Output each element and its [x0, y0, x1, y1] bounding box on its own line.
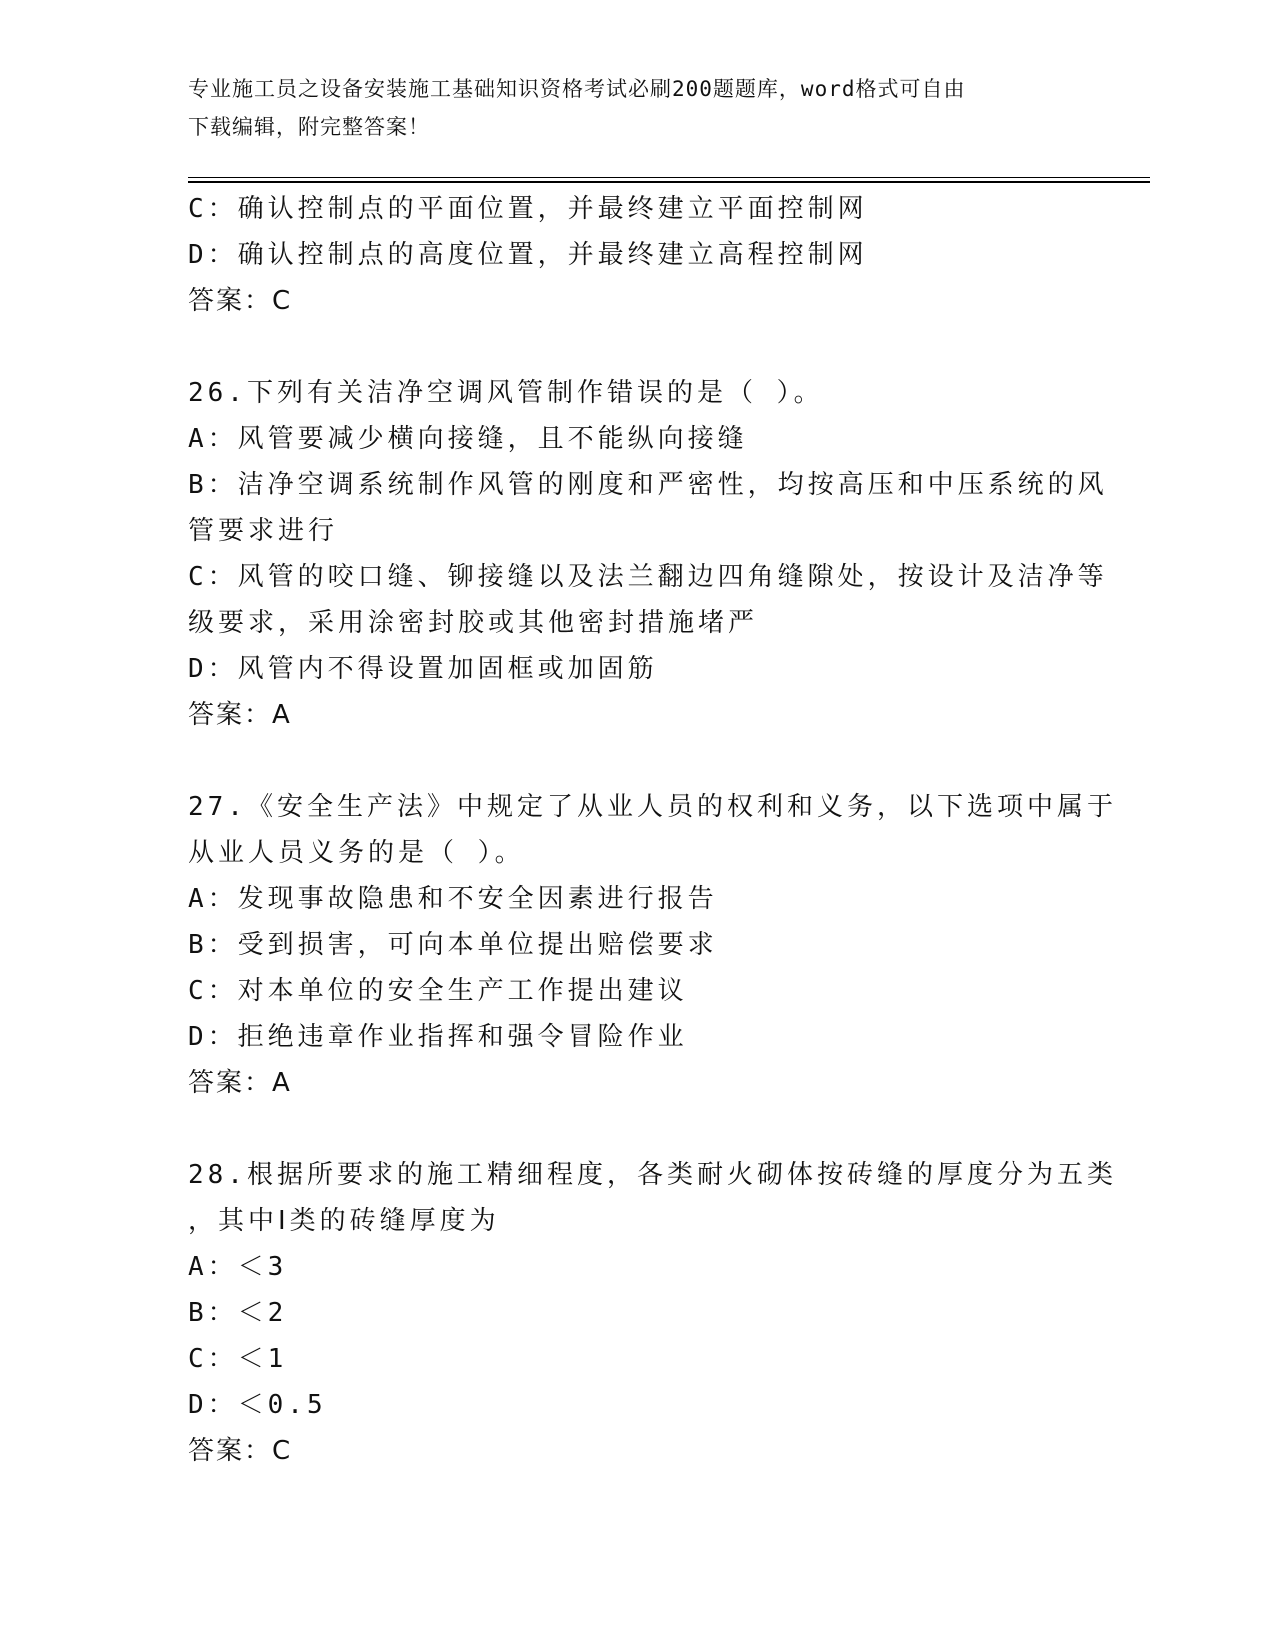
option-d: D：风管内不得设置加固框或加固筋: [188, 654, 658, 684]
option-d: D：＜0.5: [188, 1390, 327, 1420]
option-b-line-1: B：洁净空调系统制作风管的刚度和严密性，均按高压和中压系统的风: [188, 470, 1108, 500]
option-b: B：＜2: [188, 1298, 288, 1328]
document-header: [188, 70, 1068, 146]
option-d: D：拒绝违章作业指挥和强令冒险作业: [188, 1022, 688, 1052]
question-stem-line-1: 27.《安全生产法》中规定了从业人员的权利和义务，以下选项中属于: [188, 792, 1117, 822]
option-c: C：对本单位的安全生产工作提出建议: [188, 976, 688, 1006]
option-d: D：确认控制点的高度位置，并最终建立高程控制网: [188, 240, 868, 270]
question-stem-line-1: 28.根据所要求的施工精细程度，各类耐火砌体按砖缝的厚度分为五类: [188, 1160, 1117, 1190]
option-b-line-2: 管要求进行: [188, 516, 339, 546]
header-line-1: 专业施工员之设备安装施工基础知识资格考试必刷200题题库，word格式可自由: [188, 77, 966, 101]
question-28: [188, 1152, 1117, 1474]
spacer: [188, 324, 1088, 370]
question-stem-line-2: ，其中Ⅰ类的砖缝厚度为: [188, 1206, 500, 1236]
option-c-line-2: 级要求，采用涂密封胶或其他密封措施堵严: [188, 608, 759, 638]
option-a: A：＜3: [188, 1252, 288, 1282]
answer-line: 答案：A: [188, 700, 292, 730]
header-line-2: 下载编辑，附完整答案！: [188, 115, 430, 139]
question-26: [188, 370, 1108, 738]
answer-line: 答案：C: [188, 286, 293, 316]
question-27: [188, 784, 1117, 1106]
option-a: A：风管要减少横向接缝，且不能纵向接缝: [188, 424, 748, 454]
question-stem: 26.下列有关洁净空调风管制作错误的是（ ）。: [188, 378, 824, 408]
header-rule-thick: [188, 181, 1150, 183]
question-stem-line-2: 从业人员义务的是（ ）。: [188, 838, 525, 868]
question-25-tail: [188, 186, 1088, 324]
option-b: B：受到损害，可向本单位提出赔偿要求: [188, 930, 718, 960]
answer-line: 答案：C: [188, 1436, 293, 1466]
spacer: [188, 1106, 1088, 1152]
header-rule-thin: [188, 177, 1150, 178]
option-c: C：＜1: [188, 1344, 288, 1374]
option-c-line-1: C：风管的咬口缝、铆接缝以及法兰翻边四角缝隙处，按设计及洁净等: [188, 562, 1108, 592]
spacer: [188, 738, 1088, 784]
answer-line: 答案：A: [188, 1068, 292, 1098]
question-content: [188, 186, 1117, 1474]
option-c: C：确认控制点的平面位置，并最终建立平面控制网: [188, 194, 868, 224]
option-a: A：发现事故隐患和不安全因素进行报告: [188, 884, 718, 914]
